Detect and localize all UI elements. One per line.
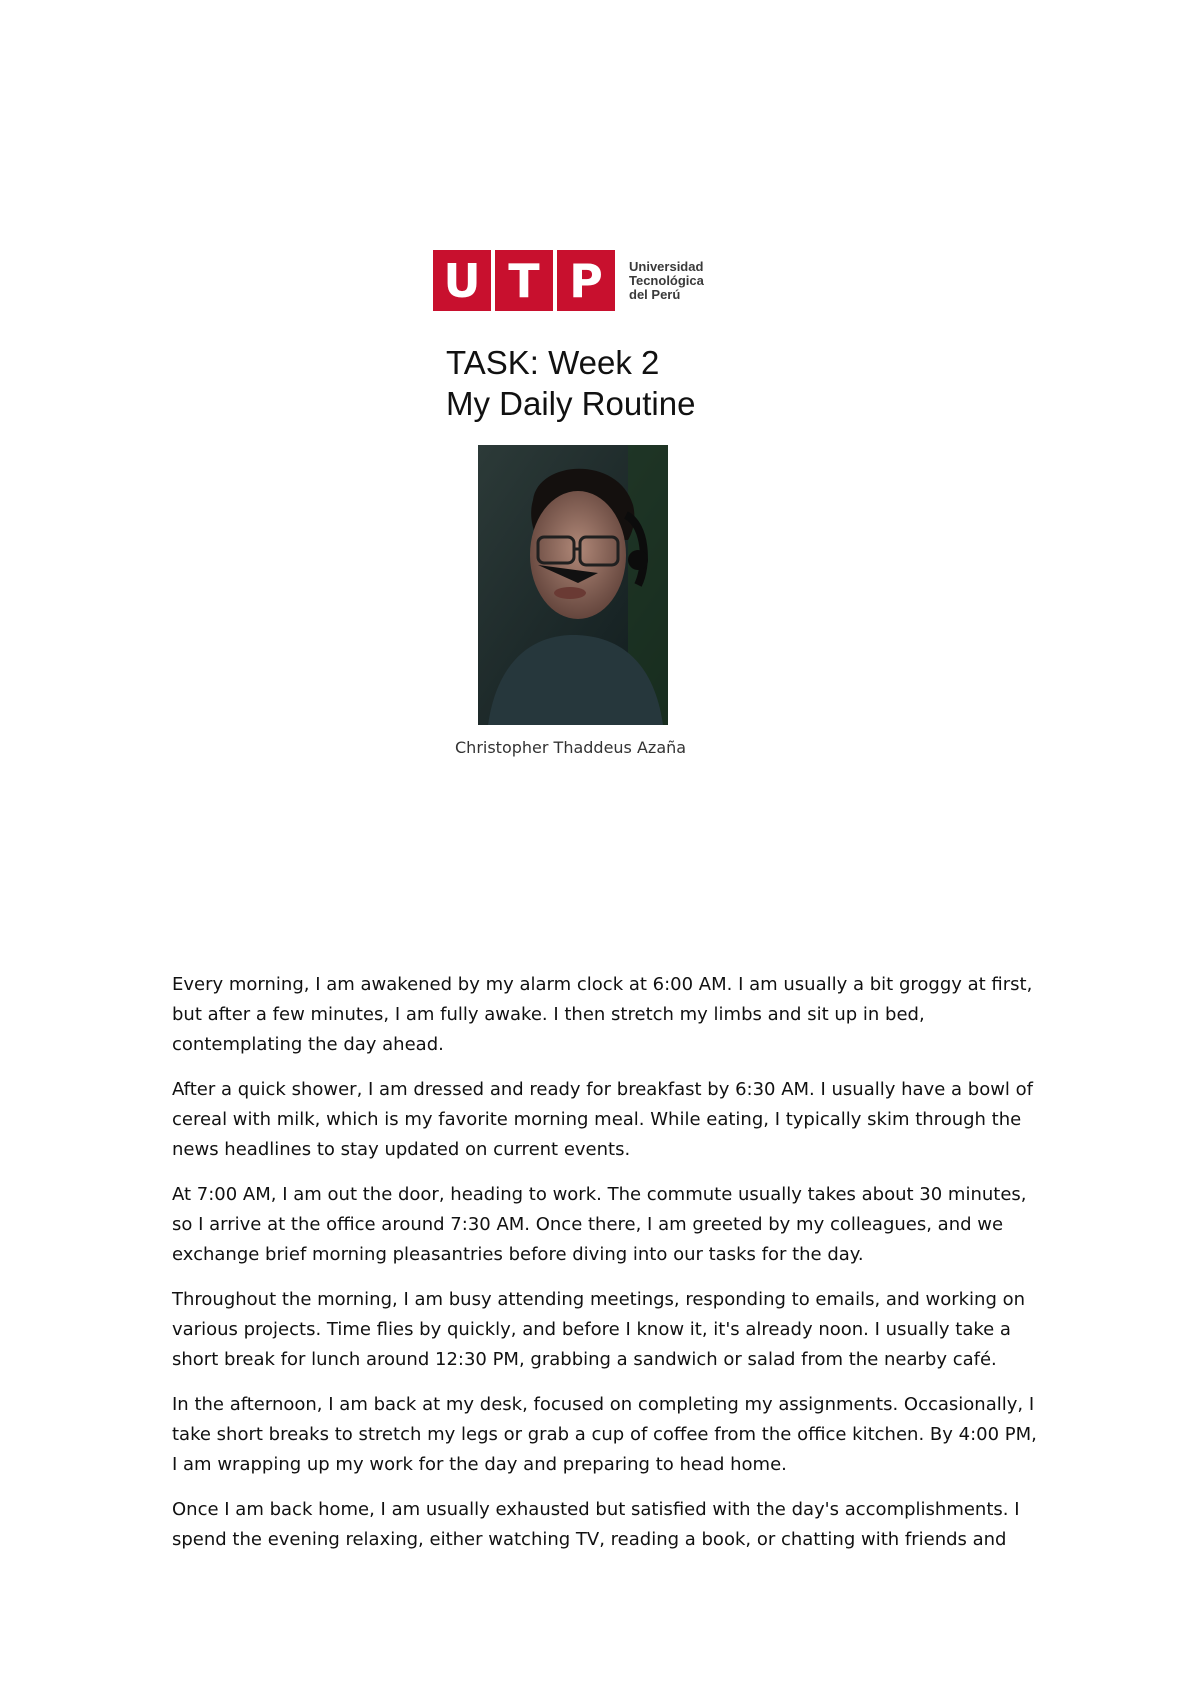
- paragraph: At 7:00 AM, I am out the door, heading to work. The commute usually takes about 30 minutes, so I arrive at the office around 7:30 AM. Once there, I am greeted by my colleagues, and we exchange brief morning pleasantries before diving into our tasks for the day.: [172, 1184, 1027, 1265]
- author-photo: [478, 445, 668, 725]
- paragraph: In the afternoon, I am back at my desk, focused on completing my assignments. Occasionally, I take short breaks to stretch my legs or grab a cup of coffee from the office kitchen. By 4:00 PM, I am wrapping up my work for the day and preparing to head home.: [172, 1394, 1037, 1475]
- paragraph: Once I am back home, I am usually exhausted but satisfied with the day's accomplishments. I spend the evening relaxing, either watching TV, reading a book, or chatting with friends and: [172, 1499, 1020, 1550]
- utp-logo: [433, 250, 704, 311]
- title-line-1: TASK: Week 2: [446, 344, 660, 381]
- portrait-image: [478, 445, 668, 725]
- logo-letter-t: T: [508, 253, 540, 308]
- document-title: [446, 342, 695, 424]
- logo-line-3: del Perú: [629, 286, 681, 302]
- logo-line-1: Universidad: [629, 258, 704, 274]
- author-name: Christopher Thaddeus Azaña: [455, 738, 687, 757]
- document-body: [172, 970, 1042, 1570]
- paragraph: After a quick shower, I am dressed and ready for breakfast by 6:30 AM. I usually have a bowl of cereal with milk, which is my favorite morning meal. While eating, I typically skim through the news headlines to stay updated on current events.: [172, 1079, 1033, 1160]
- title-line-2: My Daily Routine: [446, 385, 696, 422]
- paragraph: Every morning, I am awakened by my alarm clock at 6:00 AM. I am usually a bit groggy at first, but after a few minutes, I am fully awake. I then stretch my limbs and sit up in bed, contemplating the day ahead.: [172, 974, 1033, 1055]
- logo-wordmark: [629, 260, 704, 302]
- logo-line-2: Tecnológica: [629, 272, 704, 288]
- paragraph: Throughout the morning, I am busy attending meetings, responding to emails, and working on various projects. Time flies by quickly, and before I know it, it's already noon. I usually take a short break for lunch around 12:30 PM, grabbing a sandwich or salad from the nearby café.: [172, 1289, 1026, 1370]
- logo-mark: [433, 250, 615, 311]
- logo-letter-u: U: [443, 253, 481, 308]
- logo-letter-p: P: [569, 253, 603, 308]
